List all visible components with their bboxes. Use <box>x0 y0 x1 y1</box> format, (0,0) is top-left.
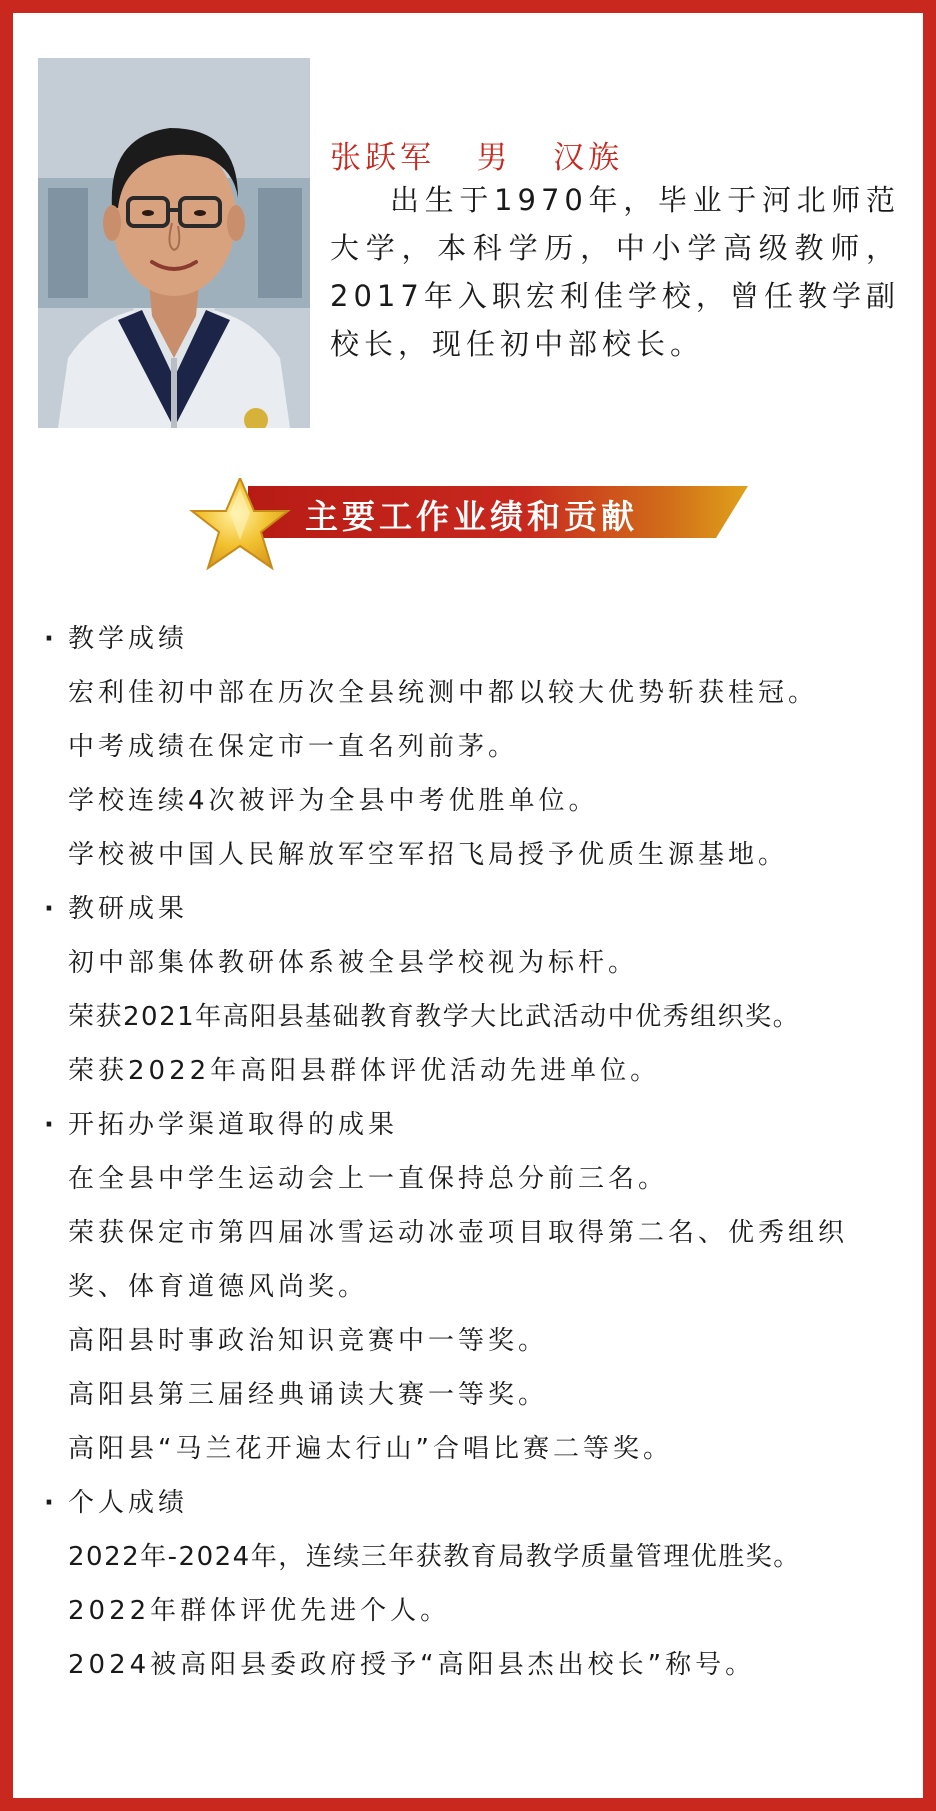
list-item: 高阳县第三届经典诵读大赛一等奖。 <box>68 1380 549 1410</box>
list-item: 荣获2021年高阳县基础教育教学大比武活动中优秀组织奖。 <box>68 1002 801 1032</box>
name-gender-ethnicity: 张跃军 男 汉族 <box>330 140 624 176</box>
section-heading-label: 个人成绩 <box>68 1488 189 1518</box>
section-heading-personal <box>44 1476 904 1530</box>
section-heading-label: 开拓办学渠道取得的成果 <box>68 1110 399 1140</box>
section-heading-teaching <box>44 612 904 666</box>
portrait-photo <box>38 58 310 428</box>
section-heading-label: 教研成果 <box>68 894 189 924</box>
bullet-dot: · <box>44 1488 58 1518</box>
bullet-dot: · <box>44 624 58 654</box>
list-item: 荣获保定市第四届冰雪运动冰壶项目取得第二名、优秀组织奖、体育道德风尚奖。 <box>68 1218 849 1302</box>
list-item: 学校被中国人民解放军空军招飞局授予优质生源基地。 <box>68 840 789 870</box>
list-item: 2024被高阳县委政府授予“高阳县杰出校长”称号。 <box>68 1650 756 1680</box>
list-item: 2022年群体评优先进个人。 <box>68 1596 451 1626</box>
section-heading-label: 教学成绩 <box>68 624 189 654</box>
bullet-dot: · <box>44 1110 58 1140</box>
list-item: 高阳县时事政治知识竞赛中一等奖。 <box>68 1326 549 1356</box>
list-item: 在全县中学生运动会上一直保持总分前三名。 <box>68 1164 669 1194</box>
bullet-dot: · <box>44 894 58 924</box>
banner-title: 主要工作业绩和贡献 <box>305 497 638 536</box>
section-heading-expansion <box>44 1098 904 1152</box>
list-item: 初中部集体教研体系被全县学校视为标杆。 <box>68 948 639 978</box>
list-item: 荣获2022年高阳县群体评优活动先进单位。 <box>68 1056 661 1086</box>
list-item: 学校连续4次被评为全县中考优胜单位。 <box>68 786 599 816</box>
list-item: 中考成绩在保定市一直名列前茅。 <box>68 732 519 762</box>
list-item: 2022年-2024年，连续三年获教育局教学质量管理优胜奖。 <box>68 1542 801 1572</box>
section-heading-research <box>44 882 904 936</box>
biography-text: 出生于1970年，毕业于河北师范大学，本科学历，中小学高级教师，2017年入职宏利佳学校，曾任教学副校长，现任初中部校长。 <box>330 183 900 361</box>
list-item: 宏利佳初中部在历次全县统测中都以较大优势斩获桂冠。 <box>68 678 819 708</box>
achievements-list <box>44 612 904 1692</box>
list-item: 高阳县“马兰花开遍太行山”合唱比赛二等奖。 <box>68 1434 673 1464</box>
